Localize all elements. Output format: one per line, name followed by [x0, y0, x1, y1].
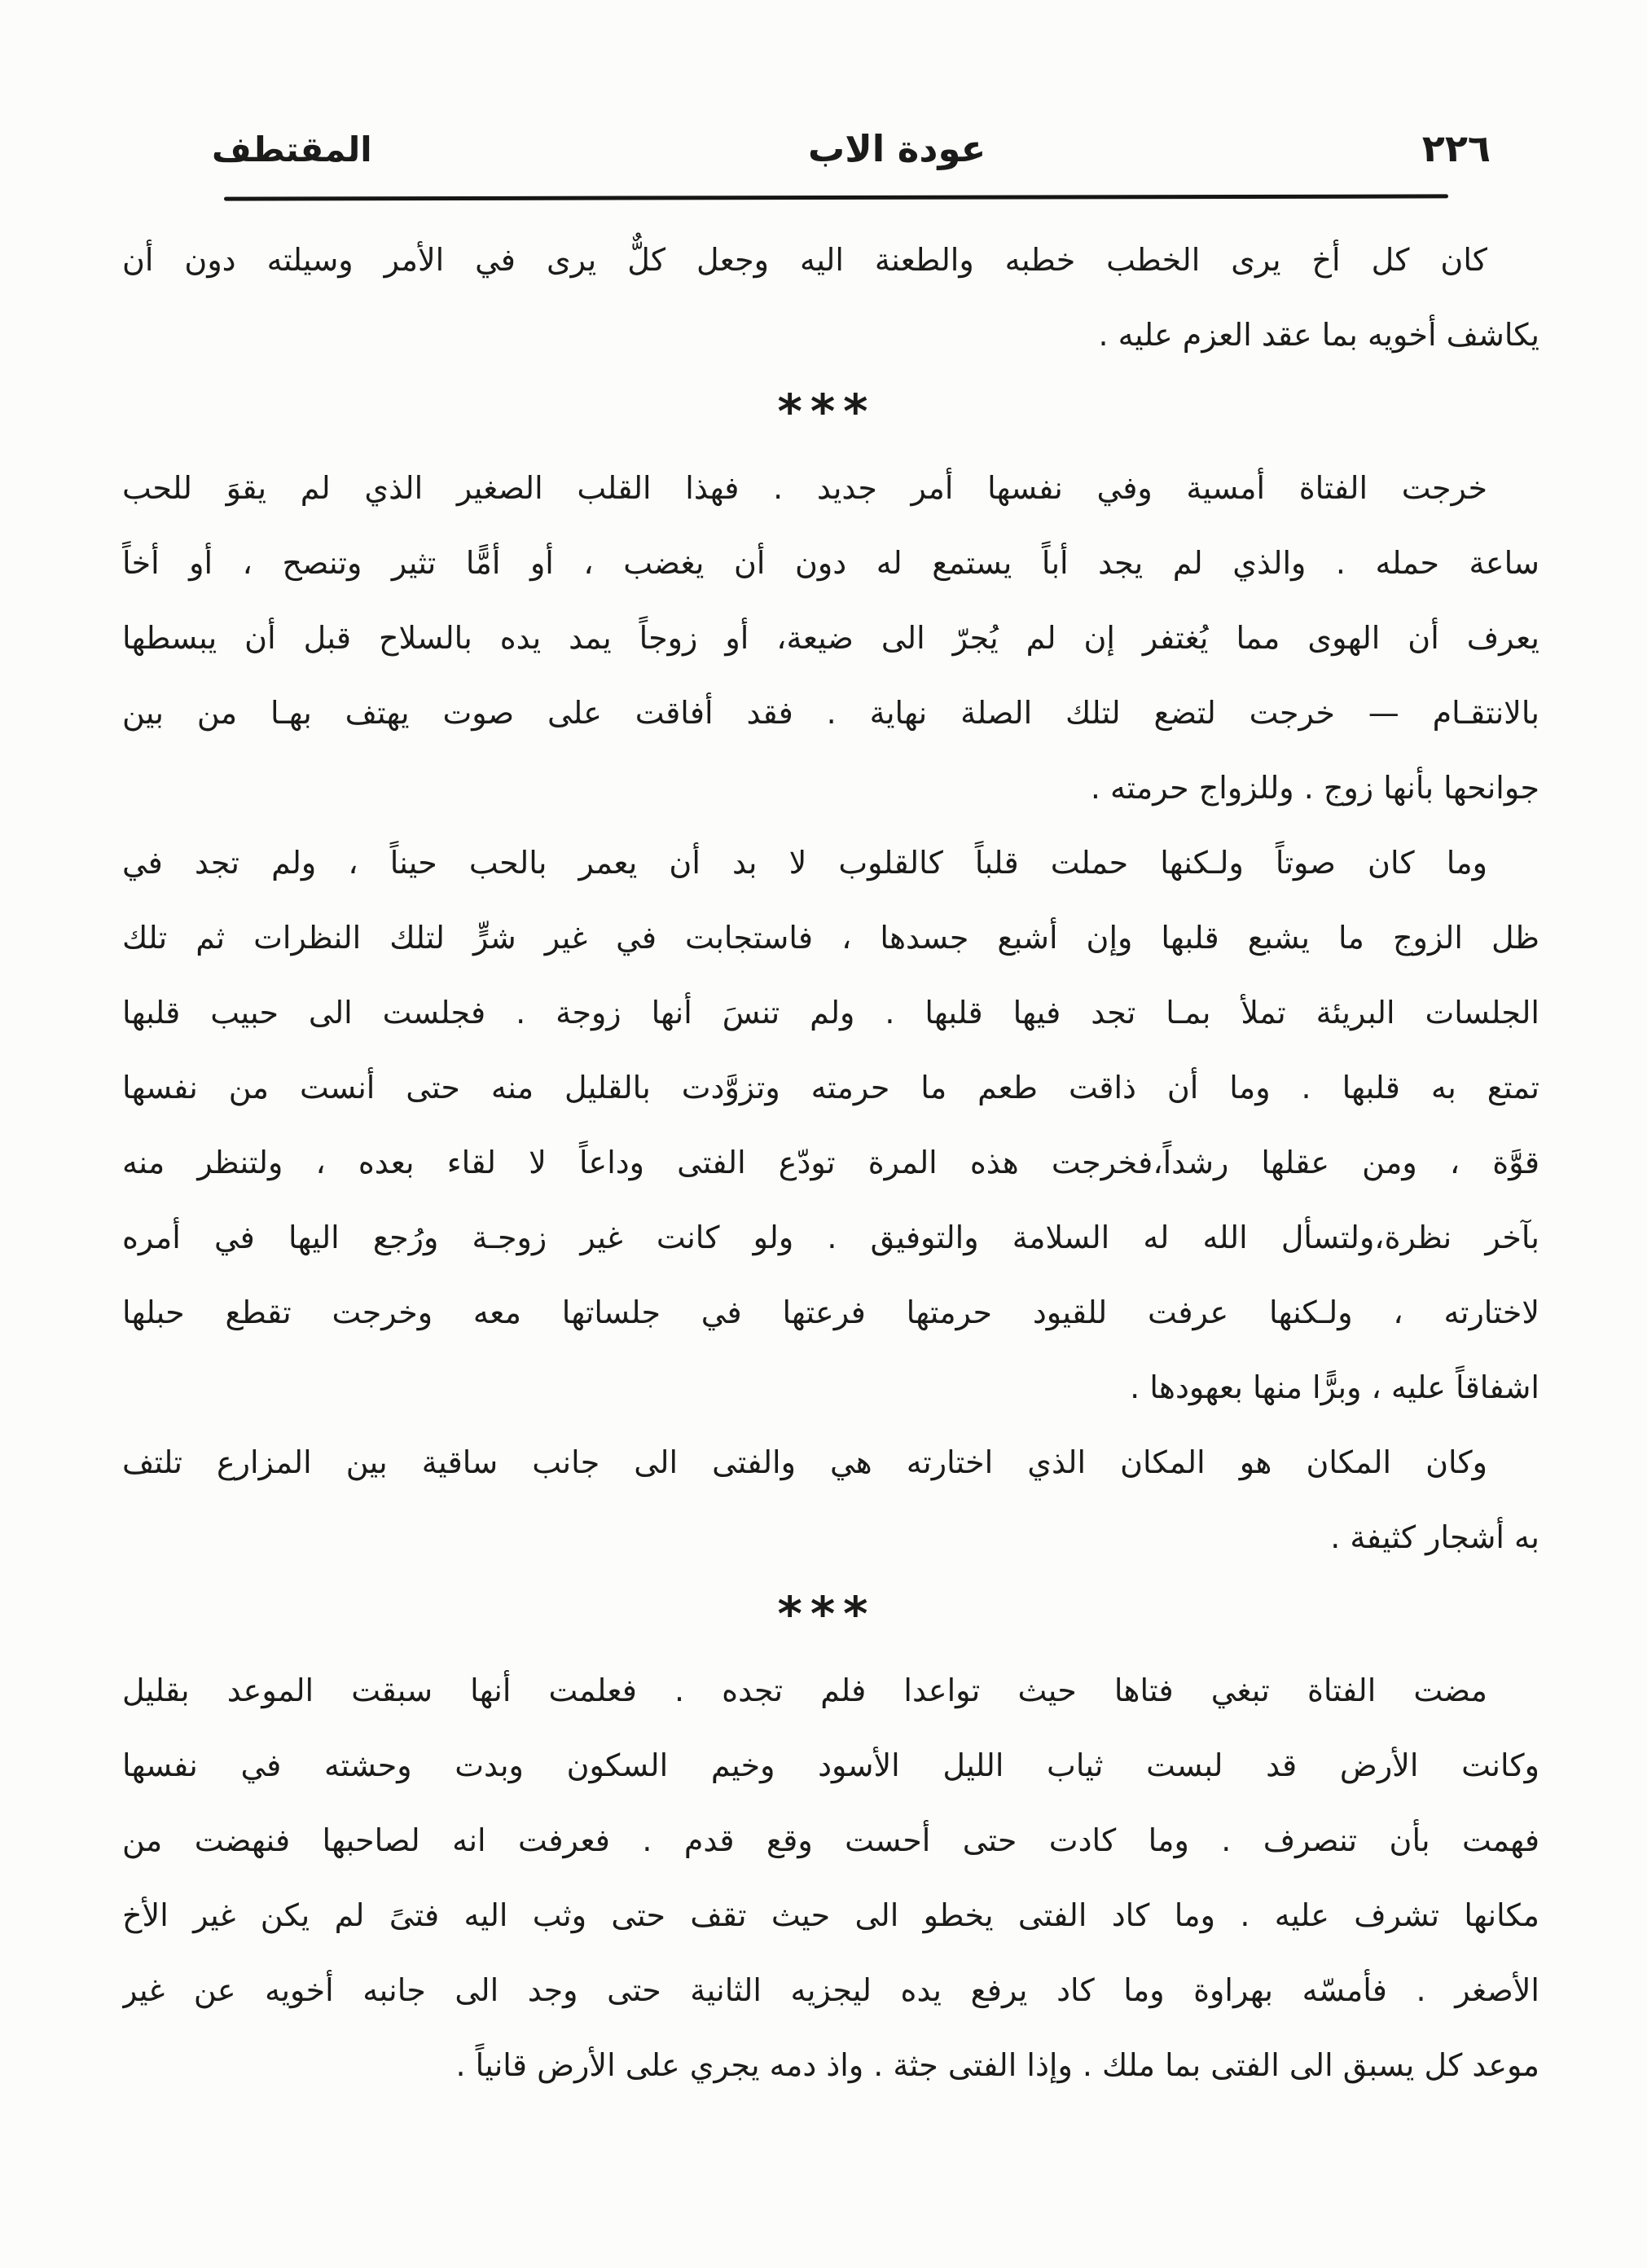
section-separator: ***	[777, 384, 876, 439]
text-line: خرجت الفتاة أمسية وفي نفسها أمر جديد . فهذا القلب الصغير الذي لم يقوَ للحب	[122, 470, 1487, 506]
text-line: وكان المكان هو المكان الذي اختارته هي والفتى الى جانب ساقية بين المزارع تلتف	[122, 1444, 1487, 1480]
text-line: اشفاقاً عليه ، وبرًّا منها بعهودها .	[1130, 1369, 1539, 1405]
text-line: قوَّة ، ومن عقلها رشداً،فخرجت هذه المرة تودّع الفتى وداعاً لا لقاء بعده ، ولتنظر منه	[122, 1145, 1539, 1180]
page-header	[122, 122, 1539, 174]
article-title: عودة الاب	[807, 127, 986, 170]
article-body	[122, 222, 1539, 2103]
text-line: يكاشف أخويه بما عقد العزم عليه .	[1098, 317, 1539, 353]
magazine-name: المقتطف	[212, 130, 372, 169]
text-line: وما كان صوتاً ولـكنها حملت قلباً كالقلوب لا بد أن يعمر بالحب حيناً ، ولم تجد في	[122, 845, 1487, 881]
text-line: موعد كل يسبق الى الفتى بما ملك . وإذا الفتى جثة . واذ دمه يجري على الأرض قانياً .	[455, 2047, 1539, 2083]
text-line: كان كل أخ يرى الخطب خطبه والطعنة اليه وجعل كلٌّ يرى في الأمر وسيلته دون أن	[122, 242, 1487, 278]
text-line: تمتع به قلبها . وما أن ذاقت طعم ما حرمته وتزوَّدت بالقليل منه حتى أنست من نفسها	[122, 1070, 1539, 1105]
text-line: جوانحها بأنها زوج . وللزواج حرمته .	[1090, 770, 1539, 806]
text-line: ظل الزوج ما يشبع قلبها وإن أشبع جسدها ، فاستجابت في غير شرٍّ لتلك النظرات ثم تلك	[122, 920, 1539, 956]
text-line: به أشجار كثيفة .	[1330, 1519, 1539, 1555]
text-line: الجلسات البريئة تملأ بمـا تجد فيها قلبها . ولم تنسَ أنها زوجة . فجلست الى حبيب قلبها	[122, 995, 1539, 1031]
text-line: مكانها تشرف عليه . وما كاد الفتى يخطو الى حيث تقف حتى وثب اليه فتىً لم يكن غير الأخ	[122, 1897, 1539, 1933]
paragraph	[122, 825, 1539, 1425]
section-separator: ***	[777, 1586, 876, 1642]
text-line: يعرف أن الهوى مما يُغتفر إن لم يُجرّ الى ضيعة، أو زوجاً يمد يده بالسلاح قبل أن يبسطها	[122, 620, 1539, 656]
paragraph	[122, 1425, 1539, 1575]
text-line: ساعة حمله . والذي لم يجد أباً يستمع له دون أن يغضب ، أو أمًّا تثير وتنصح ، أو أخاً	[122, 545, 1539, 581]
page-number: ٢٢٦	[1421, 126, 1491, 170]
paragraph	[122, 1653, 1539, 2103]
text-line: لاختارته ، ولـكنها عرفت للقيود حرمتها فرعتها في جلساتها معه وخرجت تقطع حبلها	[122, 1294, 1539, 1330]
text-line: بالانتقـام — خرجت لتضع لتلك الصلة نهاية . فقد أفاقت على صوت يهتف بهـا من بين	[122, 695, 1539, 731]
paragraph	[122, 451, 1539, 825]
header-rule	[224, 194, 1448, 200]
text-line: مضت الفتاة تبغي فتاها حيث تواعدا فلم تجده . فعلمت أنها سبقت الموعد بقليل	[122, 1672, 1487, 1708]
text-line: وكانت الأرض قد لبست ثياب الليل الأسود وخيم السكون وبدت وحشته في نفسها	[122, 1747, 1539, 1783]
paragraph	[122, 222, 1539, 372]
text-line: الأصغر . فأمسّه بهراوة وما كاد يرفع يده ليجزيه الثانية حتى وجد الى جانبه أخويه عن غير	[122, 1972, 1539, 2008]
text-line: فهمت بأن تنصرف . وما كادت حتى أحست وقع قدم . فعرفت انه لصاحبها فنهضت من	[122, 1822, 1539, 1858]
text-line: بآخر نظرة،ولتسأل الله له السلامة والتوفيق . ولو كانت غير زوجـة ورُجع اليها في أمره	[122, 1220, 1539, 1255]
